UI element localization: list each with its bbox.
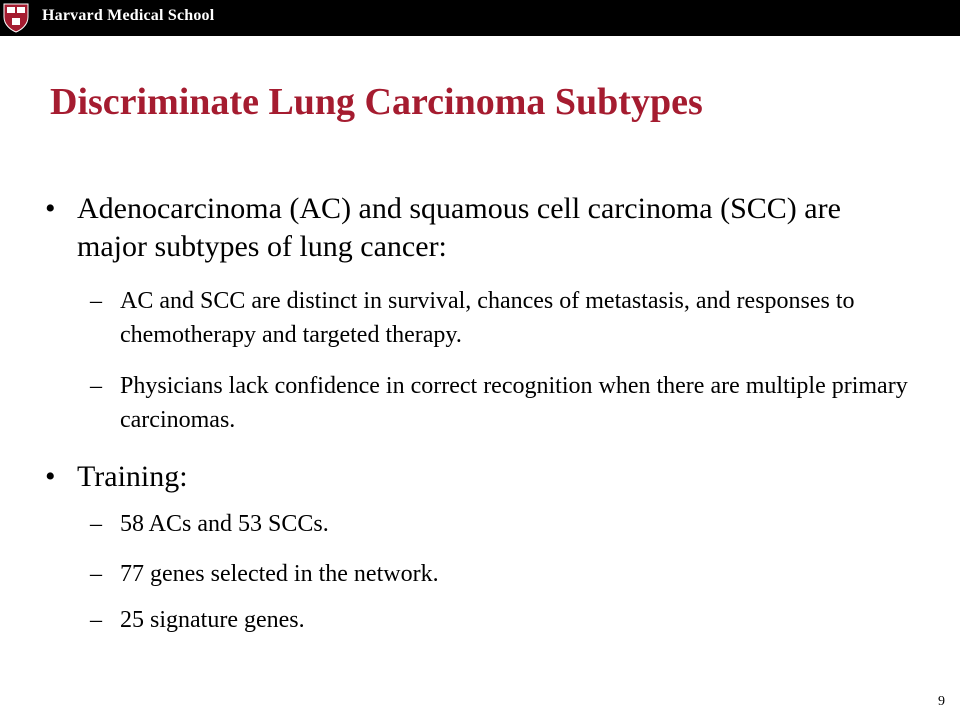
school-name: Harvard Medical School: [42, 7, 215, 24]
sub-bullet-marker: –: [90, 288, 102, 314]
bullet-text: Adenocarcinoma (AC) and squamous cell carcinoma (SCC) are major subtypes of lung cancer:: [77, 192, 841, 263]
page-number: 9: [938, 694, 945, 709]
sub-bullet-marker: –: [90, 373, 102, 399]
slide-title: Discriminate Lung Carcinoma Subtypes: [50, 81, 703, 123]
bullet-text: Training:: [77, 460, 188, 493]
sub-bullet-text: 77 genes selected in the network.: [120, 561, 439, 587]
sub-bullet-marker: –: [90, 607, 102, 633]
bullet-marker: •: [45, 460, 56, 493]
bullet-marker: •: [45, 192, 56, 225]
sub-bullet-marker: –: [90, 561, 102, 587]
sub-bullet-text: AC and SCC are distinct in survival, chances of metastasis, and responses to chemotherapy and targeted therapy.: [120, 288, 855, 348]
sub-bullet-marker: –: [90, 511, 102, 537]
sub-bullet-text: Physicians lack confidence in correct recognition when there are multiple primary carcinomas.: [120, 373, 908, 433]
sub-bullet-text: 25 signature genes.: [120, 607, 305, 633]
sub-bullet-text: 58 ACs and 53 SCCs.: [120, 511, 329, 537]
